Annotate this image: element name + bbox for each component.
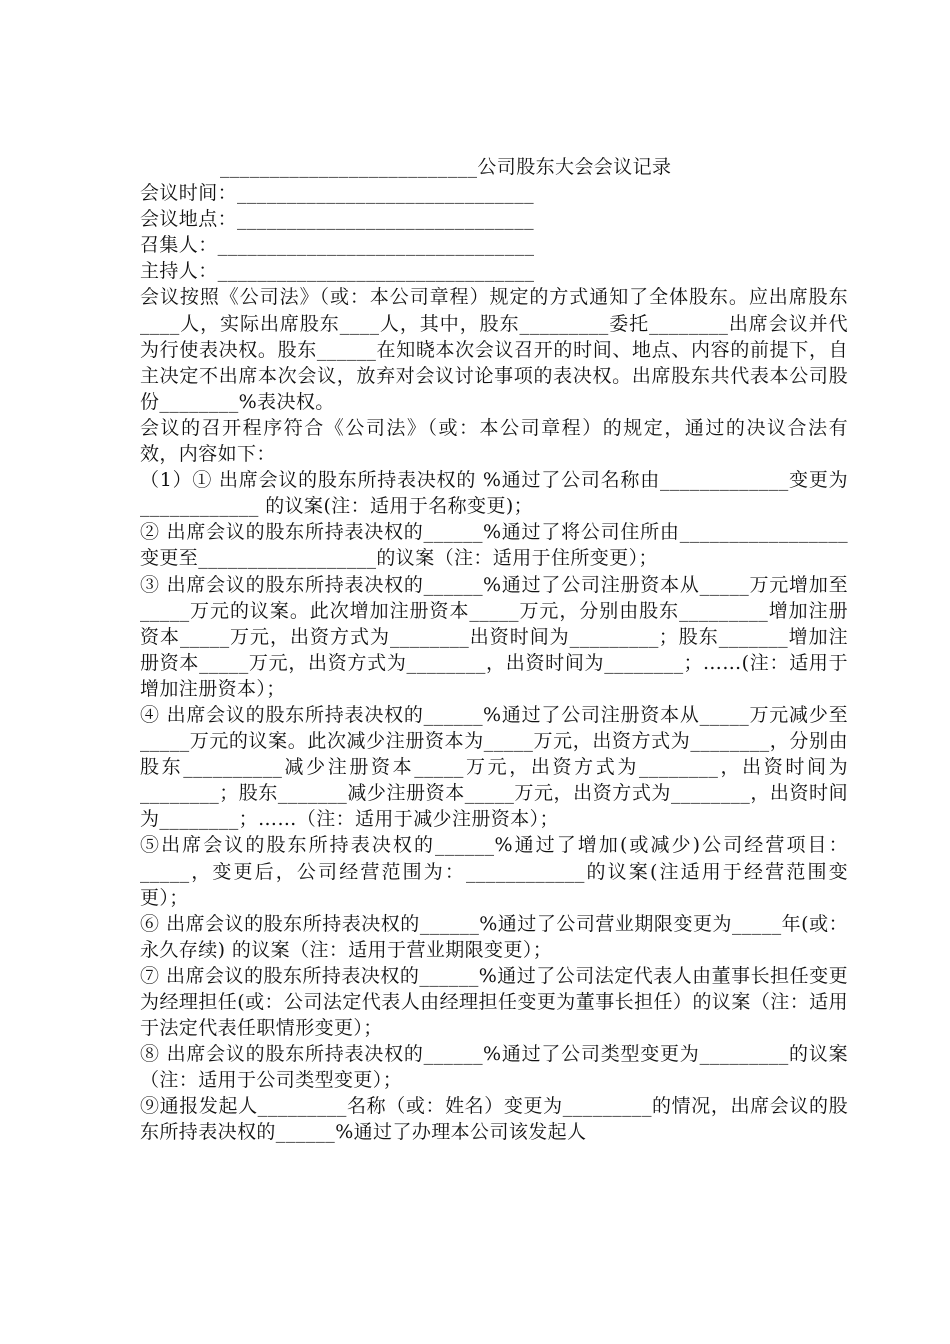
resolution-item-business-term: ⑥ 出席会议的股东所持表决权的______%通过了公司营业期限变更为_____年(或：永久存续) 的议案（注：适用于营业期限变更）； (140, 912, 848, 961)
resolution-item-promoter-change: ⑨通报发起人_________名称（或：姓名）变更为_________的情况，出席会议的股东所持表决权的______%通过了办理本公司该发起人 (140, 1095, 848, 1144)
resolution-item-address-change: ② 出席会议的股东所持表决权的______%通过了将公司住所由_________________变更至__________________的议案（注：适用于住所变更）； (140, 521, 848, 570)
document-page (140, 154, 848, 1146)
resolution-item-company-type: ⑧ 出席会议的股东所持表决权的______%通过了公司类型变更为_________的议案（注：适用于公司类型变更）； (140, 1043, 848, 1092)
resolution-item-capital-decrease: ④ 出席会议的股东所持表决权的______%通过了公司注册资本从_____万元减少至_____万元的议案。此次减少注册资本为_____万元，出资方式为________，分别由股东__________减少注册资本_____万元，出资方式为________，出资时间为________；股东_______减少注册资本_____万元，出资方式为________，出资时间为________；……（注：适用于减少注册资本）； (140, 703, 848, 831)
meeting-location-line: 会议地点：______________________________ (140, 208, 535, 231)
resolution-item-business-scope: ⑤出席会议的股东所持表决权的______%通过了增加(或减少)公司经营项目：_____，变更后，公司经营范围为：____________的议案(注适用于经营范围变更）； (140, 834, 848, 909)
convener-line: 召集人：________________________________ (140, 234, 535, 257)
resolution-item-legal-representative: ⑦ 出席会议的股东所持表决权的______%通过了公司法定代表人由董事长担任变更为经理担任(或：公司法定代表人由经理担任变更为董事长担任）的议案（注：适用于法定代表任职情形变更）； (140, 964, 848, 1040)
notice-paragraph: 会议按照《公司法》（或：本公司章程）规定的方式通知了全体股东。应出席股东 ____人，实际出席股东____人，其中，股东_________委托________出席会议并代为行使表决权。股东______在知晓本次会议召开的时间、地点、内容的前提下，自主决定不出席本次会议，放弃对会议讨论事项的表决权。出席股东共代表本公司股份________%表决权。 (140, 286, 848, 413)
meeting-time-line: 会议时间：______________________________ (140, 182, 535, 205)
host-line: 主持人：________________________________ (140, 260, 535, 283)
resolution-item-name-change: （1）① 出席会议的股东所持表决权的 %通过了公司名称由_____________变更为____________ 的议案(注：适用于名称变更)； (140, 469, 848, 518)
document-title: __________________________公司股东大会会议记录 (220, 156, 672, 178)
resolution-item-capital-increase: ③ 出席会议的股东所持表决权的______%通过了公司注册资本从_____万元增加至_____万元的议案。此次增加注册资本_____万元，分别由股东_________增加注册资本_____万元，出资方式为________出资时间为_________；股东_______增加注册资本_____万元，出资方式为________，出资时间为________；……(注：适用于增加注册资本）； (140, 573, 848, 700)
resolution-intro-paragraph: 会议的召开程序符合《公司法》（或：本公司章程）的规定，通过的决议合法有效，内容如下： (140, 416, 848, 466)
